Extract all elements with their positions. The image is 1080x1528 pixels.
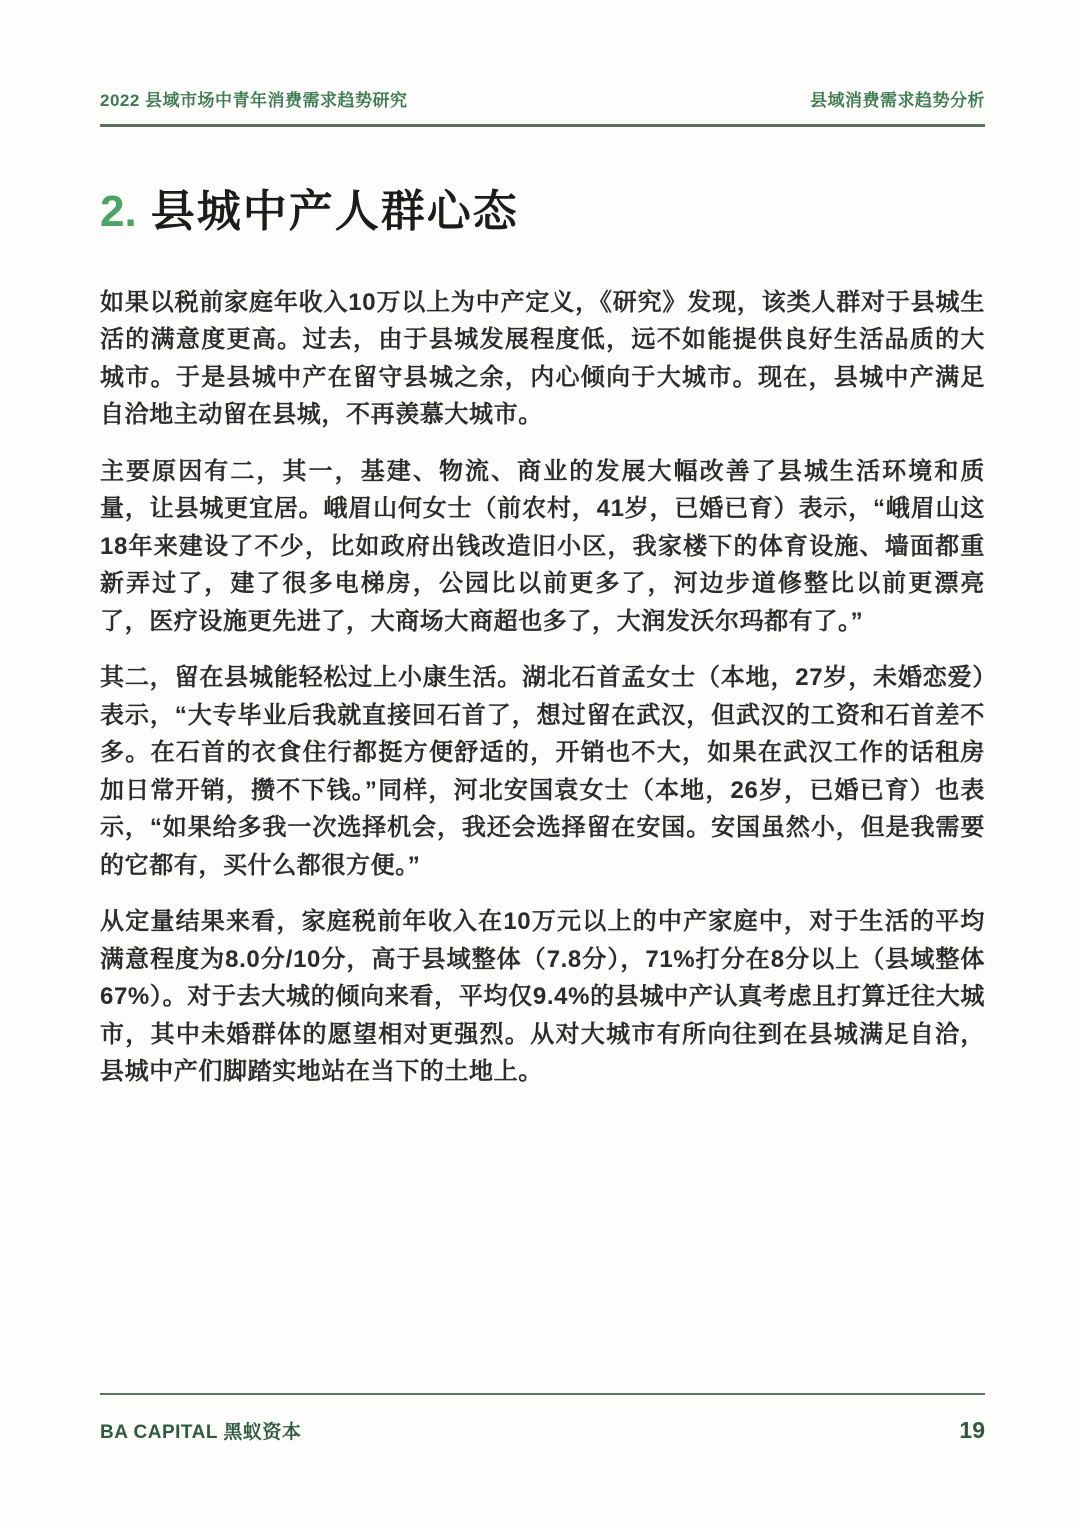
page-content xyxy=(100,0,985,1110)
footer-row xyxy=(100,1417,985,1444)
header-section-title: 县域消费需求趋势分析 xyxy=(810,91,985,110)
header-divider xyxy=(100,124,985,127)
paragraph-3: 其二，留在县城能轻松过上小康生活。湖北石首孟女士（本地，27岁，未婚恋爱）表示，“大专毕业后我就直接回石首了，想过留在武汉，但武汉的工资和石首差不多。在石首的衣食住行都挺方便舒适的，开销也不大，如果在武汉工作的话租房加日常开销，攒不下钱。”同样，河北安国袁女士（本地，26岁，已婚已育）也表示，“如果给多我一次选择机会，我还会选择留在安国。安国虽然小，但是我需要的它都有，买什么都很方便。” xyxy=(100,664,985,879)
section-title xyxy=(100,187,985,238)
section-number: 2. xyxy=(100,187,137,236)
paragraph-1: 如果以税前家庭年收入10万以上为中产定义，《研究》发现，该类人群对于县城生活的满意度更高。过去，由于县城发展程度低，远不如能提供良好生活品质的大城市。于是县城中产在留守县城之余，内心倾向于大城市。现在，县城中产满足自洽地主动留在县城，不再羡慕大城市。 xyxy=(100,288,985,429)
page-number: 19 xyxy=(959,1417,985,1443)
paragraph-2: 主要原因有二，其一，基建、物流、商业的发展大幅改善了县城生活环境和质量，让县城更宜居。峨眉山何女士（前农村，41岁，已婚已育）表示，“峨眉山这18年来建设了不少，比如政府出钱改造旧小区，我家楼下的体育设施、墙面都重新弄过了，建了很多电梯房，公园比以前更多了，河边步道修整比以前更漂亮了，医疗设施更先进了，大商场大商超也多了，大润发沃尔玛都有了。” xyxy=(100,457,985,635)
footer-brand: BA CAPITAL 黑蚁资本 xyxy=(100,1422,302,1443)
header-report-title: 2022 县域市场中青年消费需求趋势研究 xyxy=(100,91,408,110)
section-title-text: 县城中产人群心态 xyxy=(150,187,519,236)
page-header xyxy=(100,0,985,111)
page-footer xyxy=(100,1393,985,1444)
paragraph-4: 从定量结果来看，家庭税前年收入在10万元以上的中产家庭中，对于生活的平均满意程度为8.0分/10分，高于县域整体（7.8分），71%打分在8分以上（县域整体67%）。对于去大城的倾向来看，平均仅9.4%的县城中产认真考虑且打算迁往大城市，其中未婚群体的愿望相对更强烈。从对大城市有所向往到在县城满足自洽，县城中产们脚踏实地站在当下的土地上。 xyxy=(100,908,985,1086)
body-text xyxy=(100,284,985,1091)
footer-divider xyxy=(100,1393,985,1395)
